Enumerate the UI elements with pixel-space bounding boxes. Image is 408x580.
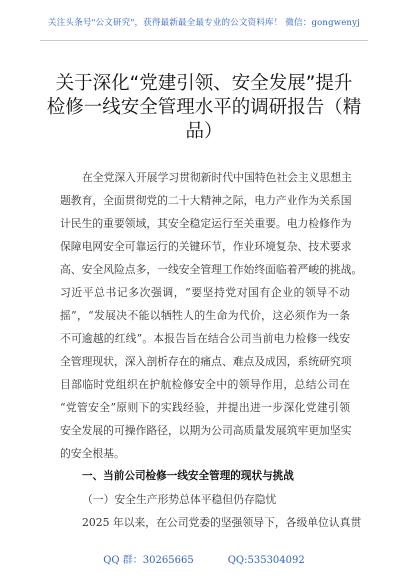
paragraph-line: 不可逾越的红线”。本报告旨在结合公司当前电力检修一线安 — [60, 332, 350, 345]
paragraph-line: 习近平总书记多次强调，“要坚持党对国有企业的领导不动 — [60, 286, 350, 299]
paragraph-line: 在全党深入开展学习贯彻新时代中国特色社会主义思想主 — [82, 171, 352, 184]
paragraph-line: 的安全根基。 — [60, 447, 125, 460]
paragraph-line: 题教育，全面贯彻党的二十大精神之际，电力产业作为关系国 — [60, 194, 352, 207]
paragraph-line: 摇”，“发展决不能以牺牲人的生命为代价，这必须作为一条 — [60, 309, 350, 322]
paragraph-line: 高、安全风险点多，一线安全管理工作始终面临着严峻的挑战。 — [60, 263, 363, 276]
title-line: 检修一线安全管理水平的调研报告（精 — [46, 97, 362, 118]
header-promo-note: 关注头条号"公文研究"，获得最新最全最专业的公文资料库！ 微信：gongwenyj — [48, 18, 360, 28]
document-title — [40, 72, 368, 144]
footer-contact — [0, 551, 408, 566]
title-line: 关于深化“党建引领、安全发展”提升 — [55, 73, 353, 94]
paragraph-line: 目部临时党组织在护航检修安全中的领导作用，总结公司在 — [60, 378, 350, 391]
paragraph-line: 计民生的重要领域，其安全稳定运行至关重要。电力检修作为 — [60, 217, 352, 230]
header-divider — [40, 40, 368, 41]
paragraph-line: 2025 年以来，在公司党委的坚强领导下，各级单位认真贯 — [82, 516, 362, 529]
sub-heading: （一）安全生产形势总体平稳但仍存隐忧 — [82, 493, 277, 506]
footer-qq-group: QQ 群：30265665 — [103, 555, 194, 566]
paragraph-line: 保障电网安全可靠运行的关键环节，作业环境复杂、技术要求 — [60, 240, 352, 253]
section-heading: 一、当前公司检修一线安全管理的现状与挑战 — [82, 470, 294, 482]
document-body — [60, 166, 363, 534]
footer-qq: QQ:535304092 — [227, 555, 305, 566]
paragraph-line: 安全发展的可操作路径，以期为公司高质量发展筑牢更加坚实 — [60, 424, 352, 437]
paragraph-line: “党管安全”原则下的实践经验，并提出进一步深化党建引领 — [60, 401, 350, 414]
title-line: 品） — [185, 121, 223, 142]
paragraph-line: 全管理现状，深入剖析存在的痛点、难点及成因，系统研究项 — [60, 355, 352, 368]
